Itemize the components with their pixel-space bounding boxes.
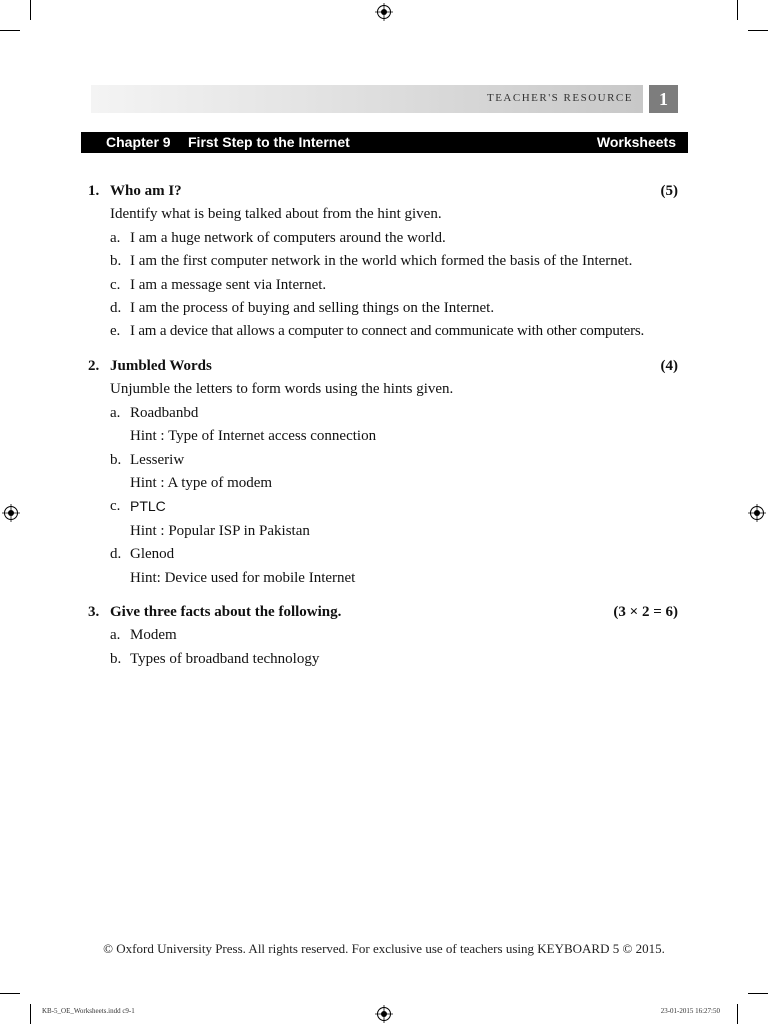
item-label: b. — [110, 650, 122, 667]
copyright-footer: © Oxford University Press. All rights reserved. For exclusive use of teachers using KEYBOARD 5 © 2015. — [103, 941, 665, 956]
item-label: e. — [110, 323, 121, 340]
item-label: a. — [110, 229, 121, 246]
item-text: I am a message sent via Internet. — [130, 276, 327, 293]
item-label: c. — [110, 498, 121, 515]
question-title: Who am I? — [110, 183, 182, 199]
item-label: a. — [110, 404, 121, 421]
date-slug: 23-01-2015 16:27:50 — [660, 1007, 720, 1015]
question-marks: (5) — [660, 183, 678, 199]
question-number: 1. — [88, 183, 100, 199]
item-text: Lesseriw — [130, 451, 185, 468]
item-text: I am the process of buying and selling things on the Internet. — [130, 300, 495, 317]
crop-mark — [737, 0, 738, 20]
hint-text: Hint : A type of modem — [130, 475, 273, 492]
item-text: PTLC — [130, 498, 166, 515]
list-item — [110, 274, 680, 297]
list-item — [110, 648, 680, 671]
hint-text: Hint : Popular ISP in Pakistan — [130, 522, 310, 539]
item-label: b. — [110, 253, 122, 270]
item-label: d. — [110, 300, 122, 317]
section-label: Worksheets — [596, 134, 676, 150]
question-1 — [88, 180, 680, 344]
question-number: 2. — [88, 358, 100, 374]
item-text: I am a huge network of computers around the world. — [130, 229, 446, 246]
question-instruction: Identify what is being talked about from the hint given. — [110, 206, 442, 223]
item-text: Roadbanbd — [130, 404, 199, 421]
item-text: Modem — [130, 627, 177, 644]
list-item — [110, 543, 680, 566]
list-item — [110, 297, 680, 320]
list-item — [110, 227, 680, 250]
list-item — [110, 320, 680, 343]
crop-mark — [748, 993, 768, 994]
question-3 — [88, 601, 680, 671]
question-2 — [88, 355, 680, 590]
item-label: a. — [110, 627, 121, 644]
question-number: 3. — [88, 604, 100, 620]
item-text: I am a device that allows a computer to connect and communicate with other computers. — [130, 323, 645, 340]
registration-mark-icon — [2, 504, 20, 522]
question-marks: (3 × 2 = 6) — [613, 604, 678, 620]
registration-mark-icon — [375, 1005, 393, 1023]
crop-mark — [30, 0, 31, 20]
question-title: Give three facts about the following. — [110, 604, 342, 620]
crop-mark — [30, 1004, 31, 1024]
resource-label: TEACHER'S RESOURCE — [486, 92, 633, 104]
chapter-title-bar — [81, 132, 688, 153]
item-label: b. — [110, 451, 122, 468]
crop-mark — [748, 30, 768, 31]
crop-mark — [737, 1004, 738, 1024]
crop-mark — [0, 993, 20, 994]
hint-text: Hint: Device used for mobile Internet — [130, 569, 356, 586]
list-item — [110, 449, 680, 472]
file-slug: KB-5_OE_Worksheets.indd c9-1 — [42, 1007, 135, 1015]
question-instruction: Unjumble the letters to form words using the hints given. — [110, 381, 454, 398]
item-label: d. — [110, 546, 122, 563]
registration-mark-icon — [748, 504, 766, 522]
item-text: I am the first computer network in the world which formed the basis of the Internet. — [130, 253, 633, 270]
question-marks: (4) — [660, 358, 678, 374]
list-item — [110, 250, 680, 273]
chapter-label: Chapter 9 — [106, 134, 171, 150]
list-item — [110, 624, 680, 647]
chapter-title: First Step to the Internet — [188, 134, 350, 150]
item-label: c. — [110, 276, 121, 293]
page-number: 1 — [649, 85, 678, 113]
registration-mark-icon — [375, 3, 393, 21]
list-item — [110, 495, 680, 519]
list-item — [110, 402, 680, 425]
item-text: Types of broadband technology — [130, 650, 320, 667]
item-text: Glenod — [130, 546, 175, 563]
crop-mark — [0, 30, 20, 31]
question-title: Jumbled Words — [110, 358, 212, 374]
hint-text: Hint : Type of Internet access connection — [130, 428, 377, 445]
